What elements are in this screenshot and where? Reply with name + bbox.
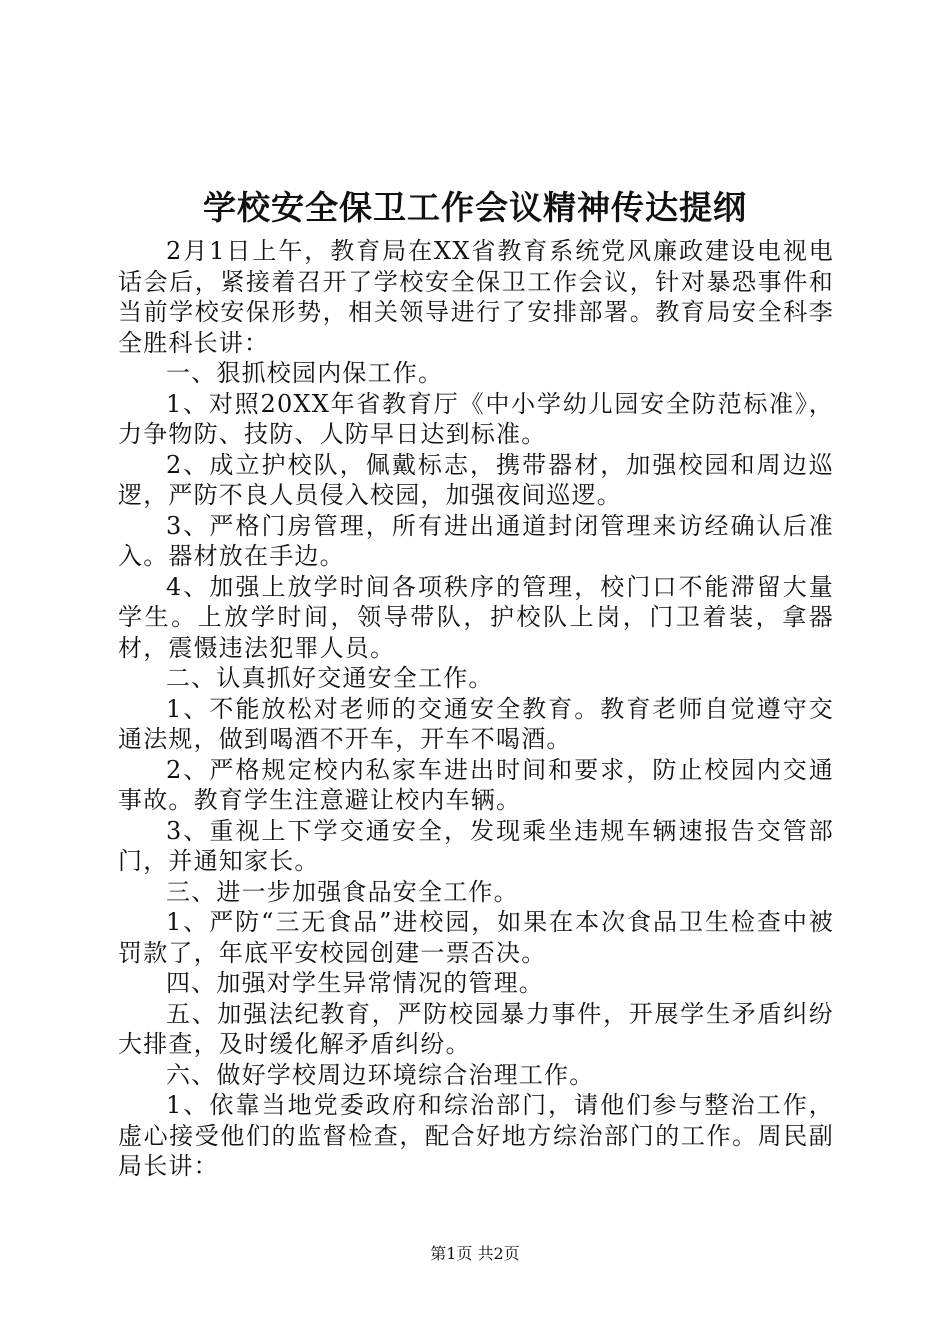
list-item: 1、依靠当地党委政府和综治部门，请他们参与整治工作，虚心接受他们的监督检查，配合好地方综治部门的工作。周民副局长讲： bbox=[118, 1091, 834, 1180]
list-item: 2、成立护校队，佩戴标志，携带器材，加强校园和周边巡逻，严防不良人员侵入校园，加强夜间巡逻。 bbox=[118, 450, 834, 509]
list-item: 1、对照20XX年省教育厅《中小学幼儿园安全防范标准》，力争物防、技防、人防早日达到标准。 bbox=[118, 389, 834, 448]
page-number: 第1页 共2页 bbox=[430, 1244, 520, 1263]
document-body bbox=[118, 236, 834, 1182]
section-heading-3: 三、进一步加强食品安全工作。 bbox=[166, 877, 519, 906]
list-item: 1、严防“三无食品”进校园，如果在本次食品卫生检查中被罚款了，年底平安校园创建一票否决。 bbox=[118, 908, 834, 967]
section-heading-2: 二、认真抓好交通安全工作。 bbox=[166, 664, 494, 692]
list-item: 1、不能放松对老师的交通安全教育。教育老师自觉遵守交通法规，做到喝酒不开车，开车不喝酒。 bbox=[118, 694, 834, 753]
paragraph-intro: 2月1日上午，教育局在XX省教育系统党风廉政建设电视电话会后，紧接着召开了学校安全保卫工作会议，针对暴恐事件和当前学校安保形势，相关领导进行了安排部署。教育局安全科李全胜科长讲： bbox=[118, 237, 834, 357]
section-heading-6: 六、做好学校周边环境综合治理工作。 bbox=[166, 1060, 595, 1089]
list-item: 3、严格门房管理，所有进出通道封闭管理来访经确认后准入。器材放在手边。 bbox=[118, 511, 834, 570]
section-heading-1: 一、狠抓校园内保工作。 bbox=[166, 359, 444, 387]
document-title: 学校安全保卫工作会议精神传达提纲 bbox=[203, 188, 747, 227]
list-item: 4、加强上放学时间各项秩序的管理，校门口不能滞留大量学生。上放学时间，领导带队，护校队上岗，门卫着装，拿器材，震慑违法犯罪人员。 bbox=[118, 572, 834, 662]
section-heading-5: 五、加强法纪教育，严防校园暴力事件，开展学生矛盾纠纷大排查，及时缓化解矛盾纠纷。 bbox=[118, 999, 834, 1058]
list-item: 3、重视上下学交通安全，发现乘坐违规车辆速报告交管部门，并通知家长。 bbox=[118, 816, 834, 875]
section-heading-4: 四、加强对学生异常情况的管理。 bbox=[166, 969, 544, 997]
list-item: 2、严格规定校内私家车进出时间和要求，防止校园内交通事故。教育学生注意避让校内车辆。 bbox=[118, 755, 834, 814]
